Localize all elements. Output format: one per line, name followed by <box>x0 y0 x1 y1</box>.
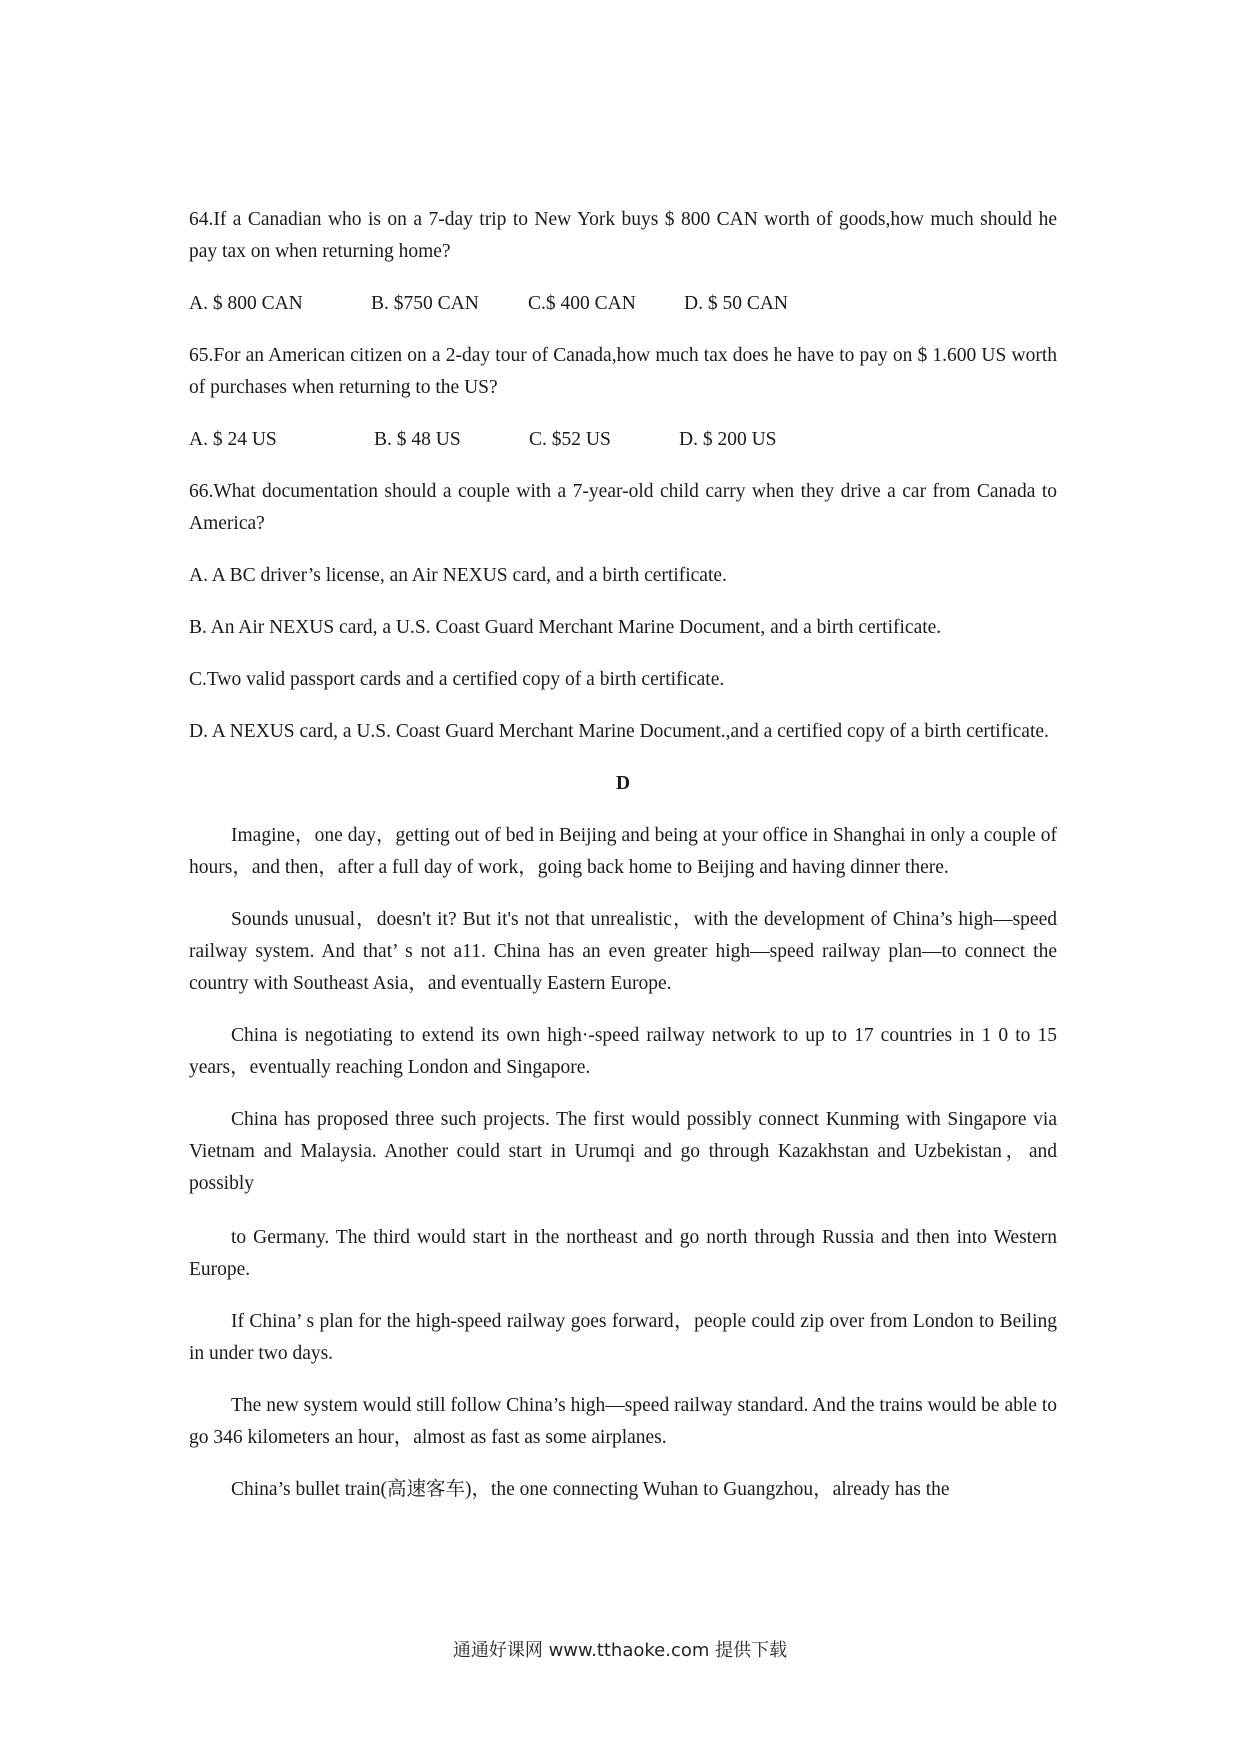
question-66-option-d: D. A NEXUS card, a U.S. Coast Guard Merchant Marine Document.,and a certified copy of a birth certificate. <box>189 721 1049 742</box>
question-64-options <box>189 288 1057 320</box>
question-65-stem: 65.For an American citizen on a 2-day tour of Canada,how much tax does he have to pay on $ 1.600 US worth of purchases when returning to the US? <box>189 345 1057 398</box>
question-65-option-b: B. $ 48 US <box>374 429 461 450</box>
passage-paragraph-5: to Germany. The third would start in the northeast and go north through Russia and then into Western Europe. <box>189 1227 1057 1280</box>
question-64-option-c: C.$ 400 CAN <box>528 293 636 314</box>
passage-paragraph-2: Sounds unusual，doesn't it? But it's not that unrealistic，with the development of China’s high—speed railway system. And that’ s not a11. China has an even greater high—speed railway plan—to connect the country with Southeast Asia，and eventually Eastern Europe. <box>189 909 1057 994</box>
question-66-option-c: C.Two valid passport cards and a certified copy of a birth certificate. <box>189 669 725 690</box>
document-page <box>189 204 1057 1526</box>
passage-paragraph-3: China is negotiating to extend its own high·-speed railway network to up to 17 countries in 1 0 to 15 years，eventually reaching London and Singapore. <box>189 1025 1057 1078</box>
question-65-option-a: A. $ 24 US <box>189 429 277 450</box>
question-65-option-c: C. $52 US <box>529 429 611 450</box>
question-64-option-d: D. $ 50 CAN <box>684 293 789 314</box>
page-footer: 通通好课网 www.tthaoke.com 提供下载 <box>452 1640 788 1661</box>
section-heading: D <box>615 773 631 794</box>
question-64-stem: 64.If a Canadian who is on a 7-day trip to New York buys $ 800 CAN worth of goods,how much should he pay tax on when returning home? <box>189 209 1057 262</box>
passage-paragraph-4: China has proposed three such projects. The first would possibly connect Kunming with Singapore via Vietnam and Malaysia. Another could start in Urumqi and go through Kazakhstan and Uzbekistan，and possibly <box>189 1109 1057 1194</box>
question-64-option-b: B. $750 CAN <box>371 293 479 314</box>
passage-paragraph-6: If China’ s plan for the high-speed railway goes forward，people could zip over from London to Beiling in under two days. <box>189 1311 1057 1364</box>
question-66-option-b: B. An Air NEXUS card, a U.S. Coast Guard Merchant Marine Document, and a birth certificate. <box>189 617 942 638</box>
passage-paragraph-7: The new system would still follow China’s high—speed railway standard. And the trains would be able to go 346 kilometers an hour，almost as fast as some airplanes. <box>189 1395 1057 1448</box>
question-65-option-d: D. $ 200 US <box>679 429 777 450</box>
question-66-stem: 66.What documentation should a couple with a 7-year-old child carry when they drive a car from Canada to America? <box>189 481 1057 534</box>
question-64-option-a: A. $ 800 CAN <box>189 293 303 314</box>
question-66-option-a: A. A BC driver’s license, an Air NEXUS card, and a birth certificate. <box>189 565 727 586</box>
passage-paragraph-8: China’s bullet train(高速客车)，the one connecting Wuhan to Guangzhou，already has the <box>231 1479 950 1500</box>
question-65-options <box>189 424 1057 456</box>
passage-paragraph-1: Imagine，one day，getting out of bed in Beijing and being at your office in Shanghai in only a couple of hours，and then，after a full day of work，going back home to Beijing and having dinner there. <box>189 825 1057 878</box>
